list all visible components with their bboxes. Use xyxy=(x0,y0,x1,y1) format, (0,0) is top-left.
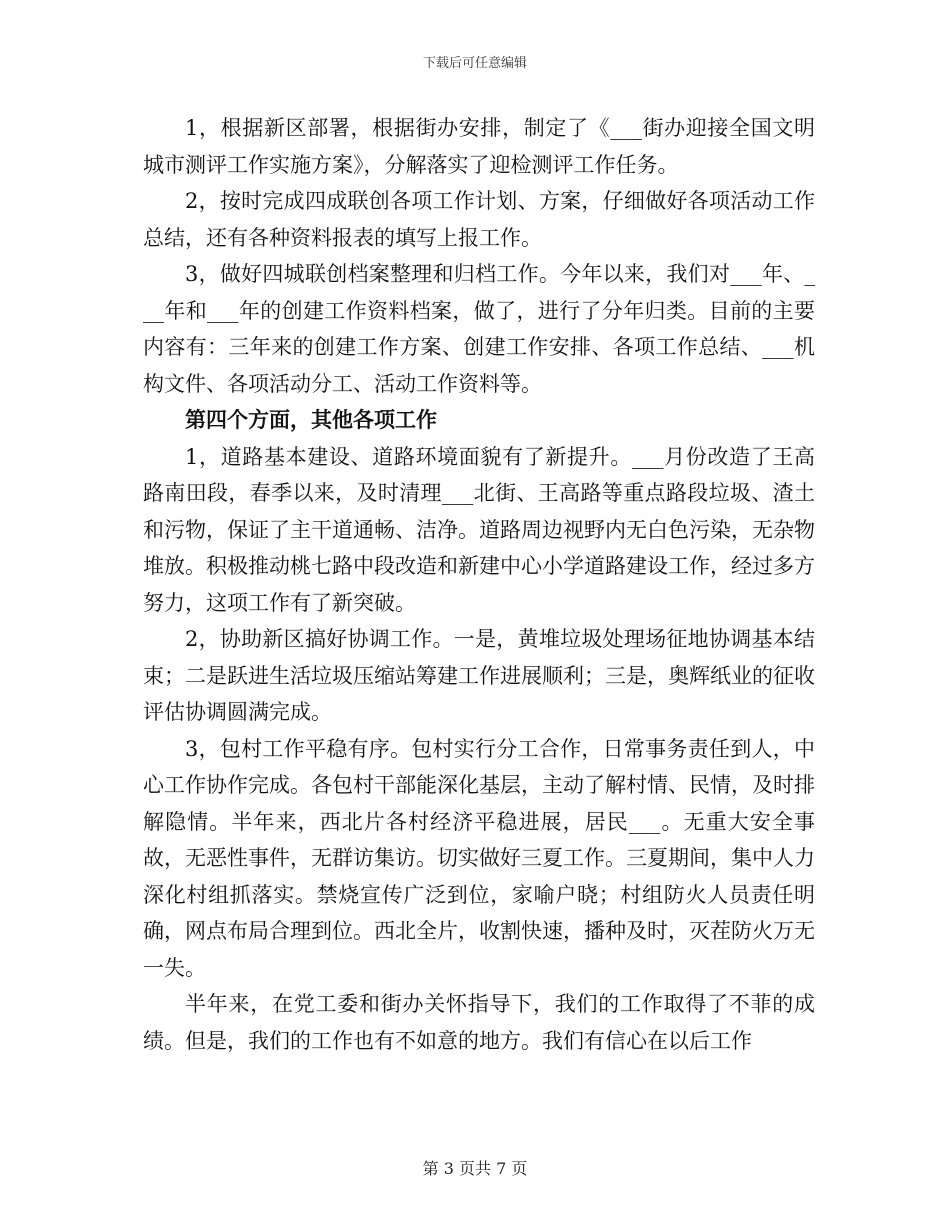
paragraph-7: 半年来，在党工委和街办关怀指导下，我们的工作取得了不菲的成绩。但是，我们的工作也有不如意的地方。我们有信心在以后工作 xyxy=(143,992,815,1053)
paragraph-2: 2，按时完成四成联创各项工作计划、方案，仔细做好各项活动工作总结，还有各种资料报表的填写上报工作。 xyxy=(143,189,815,250)
paragraph-6: 3，包村工作平稳有序。包村实行分工合作，日常事务责任到人，中心工作协作完成。各包村干部能深化基层，主动了解村情、民情，及时排解隐情。半年来，西北片各村经济平稳进展，居民___。无重大安全事故，无恶性事件，无群访集访。切实做好三夏工作。三夏期间，集中人力深化村组抓落实。禁烧宣传广泛到位，家喻户晓；村组防火人员责任明确，网点布局合理到位。西北全片，收割快速，播种及时，灭茬防火万无一失。 xyxy=(143,736,815,980)
document-body xyxy=(143,110,815,1059)
paragraph-3: 3，做好四城联创档案整理和归档工作。今年以来，我们对___年、___年和___年的创建工作资料档案，做了，进行了分年归类。目前的主要内容有：三年来的创建工作方案、创建工作安排、各项工作总结、___机构文件、各项活动分工、活动工作资料等。 xyxy=(143,262,815,396)
paragraph-4: 1，道路基本建设、道路环境面貌有了新提升。___月份改造了王高路南田段，春季以来，及时清理___北街、王高路等重点路段垃圾、渣土和污物，保证了主干道通畅、洁净。道路周边视野内无白色污染，无杂物堆放。积极推动桃七路中段改造和新建中心小学道路建设工作，经过多方努力，这项工作有了新突破。 xyxy=(143,444,815,615)
page-number: 第 3 页共 7 页 xyxy=(422,1159,528,1178)
page-header: 下载后可任意编辑 xyxy=(422,56,527,71)
paragraph-5: 2，协助新区搞好协调工作。一是，黄堆垃圾处理场征地协调基本结束；二是跃进生活垃圾压缩站筹建工作进展顺利；三是，奥辉纸业的征收评估协调圆满完成。 xyxy=(143,627,815,724)
section-heading: 第四个方面，其他各项工作 xyxy=(185,407,437,432)
paragraph-1: 1，根据新区部署，根据街办安排，制定了《___街办迎接全国文明城市测评工作实施方案》，分解落实了迎检测评工作任务。 xyxy=(143,116,815,177)
